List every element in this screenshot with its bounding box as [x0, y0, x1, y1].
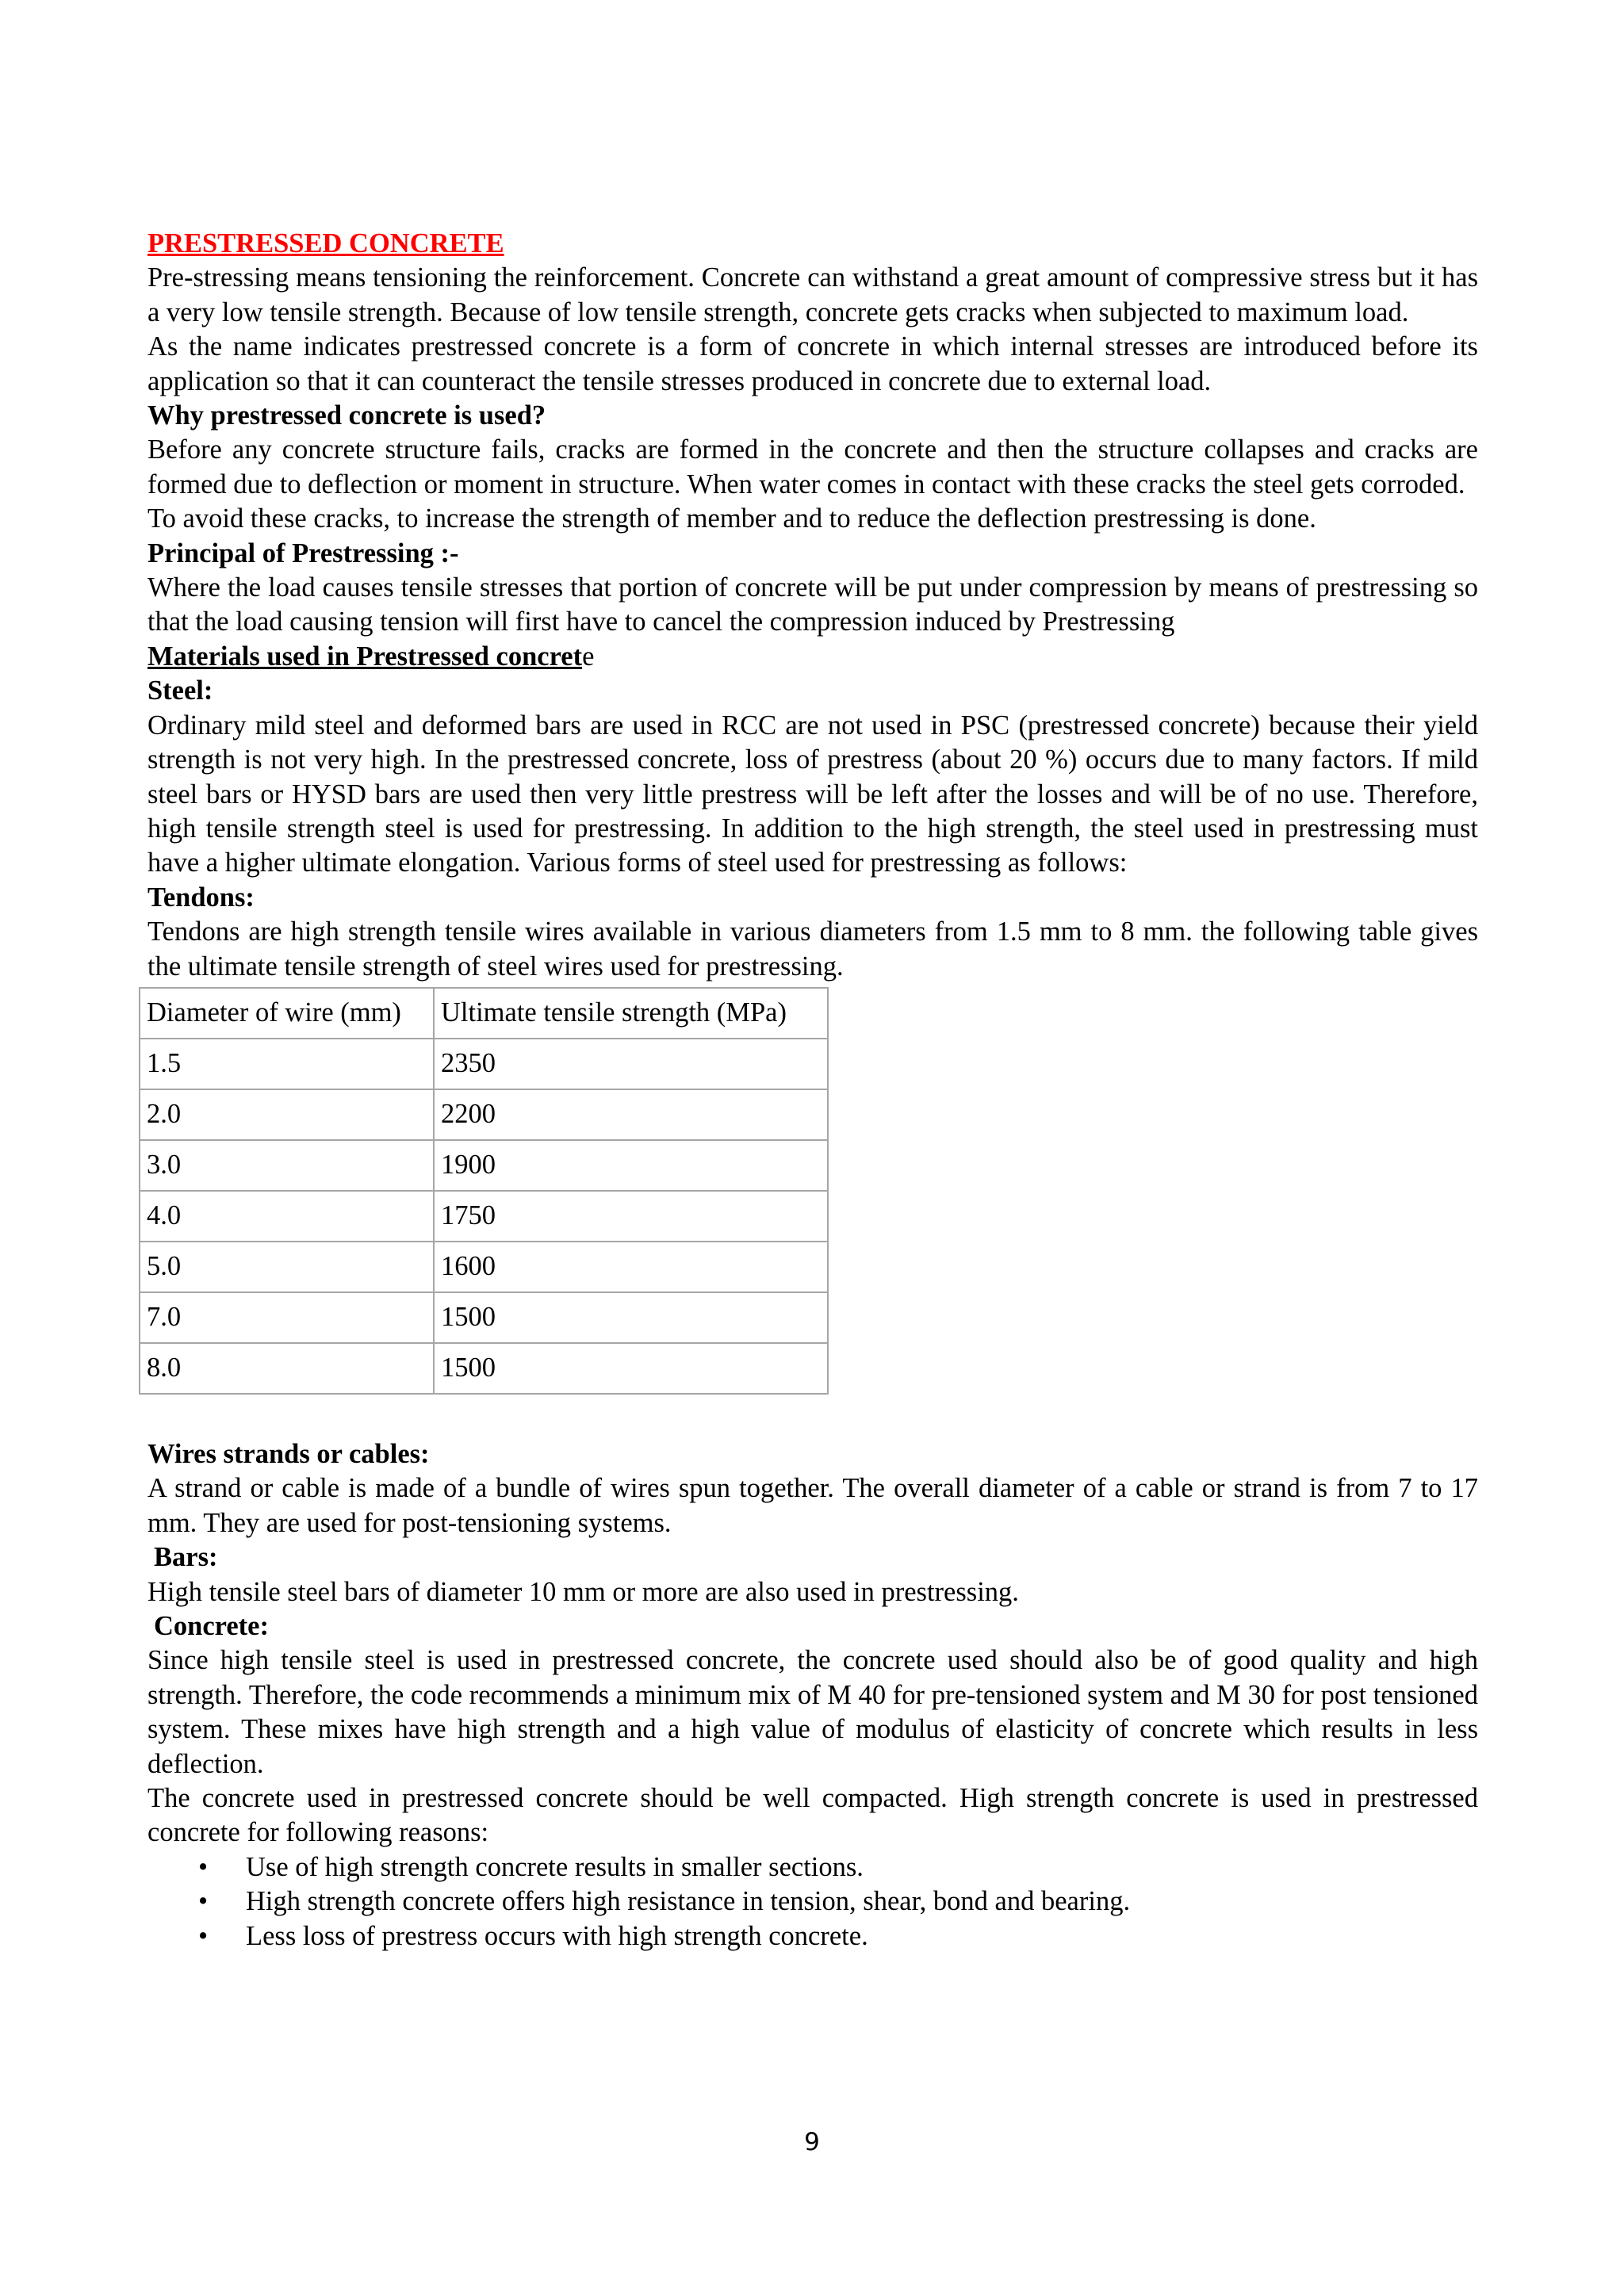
reasons-list	[147, 1850, 1478, 1954]
bullet-icon: •	[198, 1886, 209, 1917]
table-header-strength: Ultimate tensile strength (MPa)	[434, 988, 828, 1039]
list-item-text: Use of high strength concrete results in smaller sections.	[246, 1851, 864, 1882]
concrete-paragraph-2: The concrete used in prestressed concrete should be well compacted. High strength concrete is used in prestressed concrete for following reasons:	[147, 1783, 1478, 1848]
spacer	[147, 1395, 1478, 1437]
principal-paragraph: Where the load causes tensile stresses that portion of concrete will be put under compression by means of prestressing so that the load causing tension will first have to cancel the compression induced by Prestressing	[147, 572, 1478, 637]
why-paragraph-2: To avoid these cracks, to increase the strength of member and to reduce the deflection prestressing is done.	[147, 503, 1316, 534]
table-row	[140, 1191, 828, 1242]
wire-strength-table	[139, 987, 829, 1395]
table-cell-strength: 1500	[434, 1343, 828, 1394]
concrete-heading: Concrete:	[154, 1610, 269, 1641]
table-cell-diameter: 3.0	[140, 1140, 434, 1191]
materials-heading-text: Materials used in Prestressed concret	[147, 641, 583, 672]
table-cell-strength: 2200	[434, 1089, 828, 1140]
bullet-icon: •	[198, 1920, 209, 1951]
list-item	[147, 1850, 1478, 1885]
table-header-diameter: Diameter of wire (mm)	[140, 988, 434, 1039]
intro-paragraph-2: As the name indicates prestressed concrete is a form of concrete in which internal stresses are introduced before its application so that it can counteract the tensile stresses produced in concrete due to external load.	[147, 331, 1478, 396]
steel-heading: Steel:	[147, 675, 213, 706]
tendons-paragraph: Tendons are high strength tensile wires available in various diameters from 1.5 mm to 8 mm. the following table gives the ultimate tensile strength of steel wires used for prestressing.	[147, 916, 1478, 982]
table-row	[140, 1140, 828, 1191]
table-row	[140, 1292, 828, 1343]
bars-paragraph: High tensile steel bars of diameter 10 mm or more are also used in prestressing.	[147, 1576, 1019, 1607]
document-page	[147, 227, 1478, 1954]
table-cell-diameter: 1.5	[140, 1039, 434, 1089]
table-cell-diameter: 8.0	[140, 1343, 434, 1394]
strands-heading: Wires strands or cables:	[147, 1438, 430, 1469]
bullet-icon: •	[198, 1851, 209, 1882]
table-row	[140, 1343, 828, 1394]
list-item	[147, 1919, 1478, 1954]
strands-paragraph: A strand or cable is made of a bundle of wires spun together. The overall diameter of a cable or strand is from 7 to 17 mm. They are used for post-tensioning systems.	[147, 1473, 1478, 1538]
bars-heading: Bars:	[154, 1542, 218, 1573]
table-cell-strength: 1500	[434, 1292, 828, 1343]
table-row	[140, 1039, 828, 1089]
steel-paragraph: Ordinary mild steel and deformed bars are used in RCC are not used in PSC (prestressed concrete) because their yield strength is not very high. In the prestressed concrete, loss of prestress (about 20 %) occurs due to many factors. If mild steel bars or HYSD bars are used then very little prestress will be left after the losses and will be of no use. Therefore, high tensile strength steel is used for prestressing. In addition to the high strength, the steel used in prestressing must have a higher ultimate elongation. Various forms of steel used for prestressing as follows:	[147, 710, 1478, 878]
table-cell-strength: 2350	[434, 1039, 828, 1089]
table-cell-strength: 1600	[434, 1242, 828, 1292]
tendons-heading: Tendons:	[147, 882, 255, 913]
concrete-paragraph-1: Since high tensile steel is used in prestressed concrete, the concrete used should also be of good quality and high strength. Therefore, the code recommends a minimum mix of M 40 for pre-tensioned system and M 30 for post tensioned system. These mixes have high strength and a high value of modulus of elasticity of concrete which results in less deflection.	[147, 1645, 1478, 1779]
page-title: PRESTRESSED CONCRETE	[147, 228, 504, 258]
list-item-text: High strength concrete offers high resistance in tension, shear, bond and bearing.	[246, 1886, 1131, 1917]
table-cell-strength: 1900	[434, 1140, 828, 1191]
table-cell-diameter: 4.0	[140, 1191, 434, 1242]
table-cell-diameter: 7.0	[140, 1292, 434, 1343]
materials-heading-tail: e	[582, 641, 595, 672]
table-row	[140, 1089, 828, 1140]
intro-paragraph-1: Pre-stressing means tensioning the reinforcement. Concrete can withstand a great amount of compressive stress but it has a very low tensile strength. Because of low tensile strength, concrete gets cracks when subjected to maximum load.	[147, 262, 1478, 327]
table-cell-strength: 1750	[434, 1191, 828, 1242]
table-row	[140, 1242, 828, 1292]
why-heading: Why prestressed concrete is used?	[147, 400, 546, 431]
list-item-text: Less loss of prestress occurs with high strength concrete.	[246, 1920, 868, 1951]
table-cell-diameter: 2.0	[140, 1089, 434, 1140]
materials-heading	[147, 640, 1478, 674]
table-cell-diameter: 5.0	[140, 1242, 434, 1292]
principal-heading: Principal of Prestressing :-	[147, 538, 459, 568]
list-item	[147, 1885, 1478, 1919]
why-paragraph-1: Before any concrete structure fails, cracks are formed in the concrete and then the structure collapses and cracks are formed due to deflection or moment in structure. When water comes in contact with these cracks the steel gets corroded.	[147, 434, 1478, 499]
table-header-row	[140, 988, 828, 1039]
page-number: 9	[804, 2128, 820, 2156]
